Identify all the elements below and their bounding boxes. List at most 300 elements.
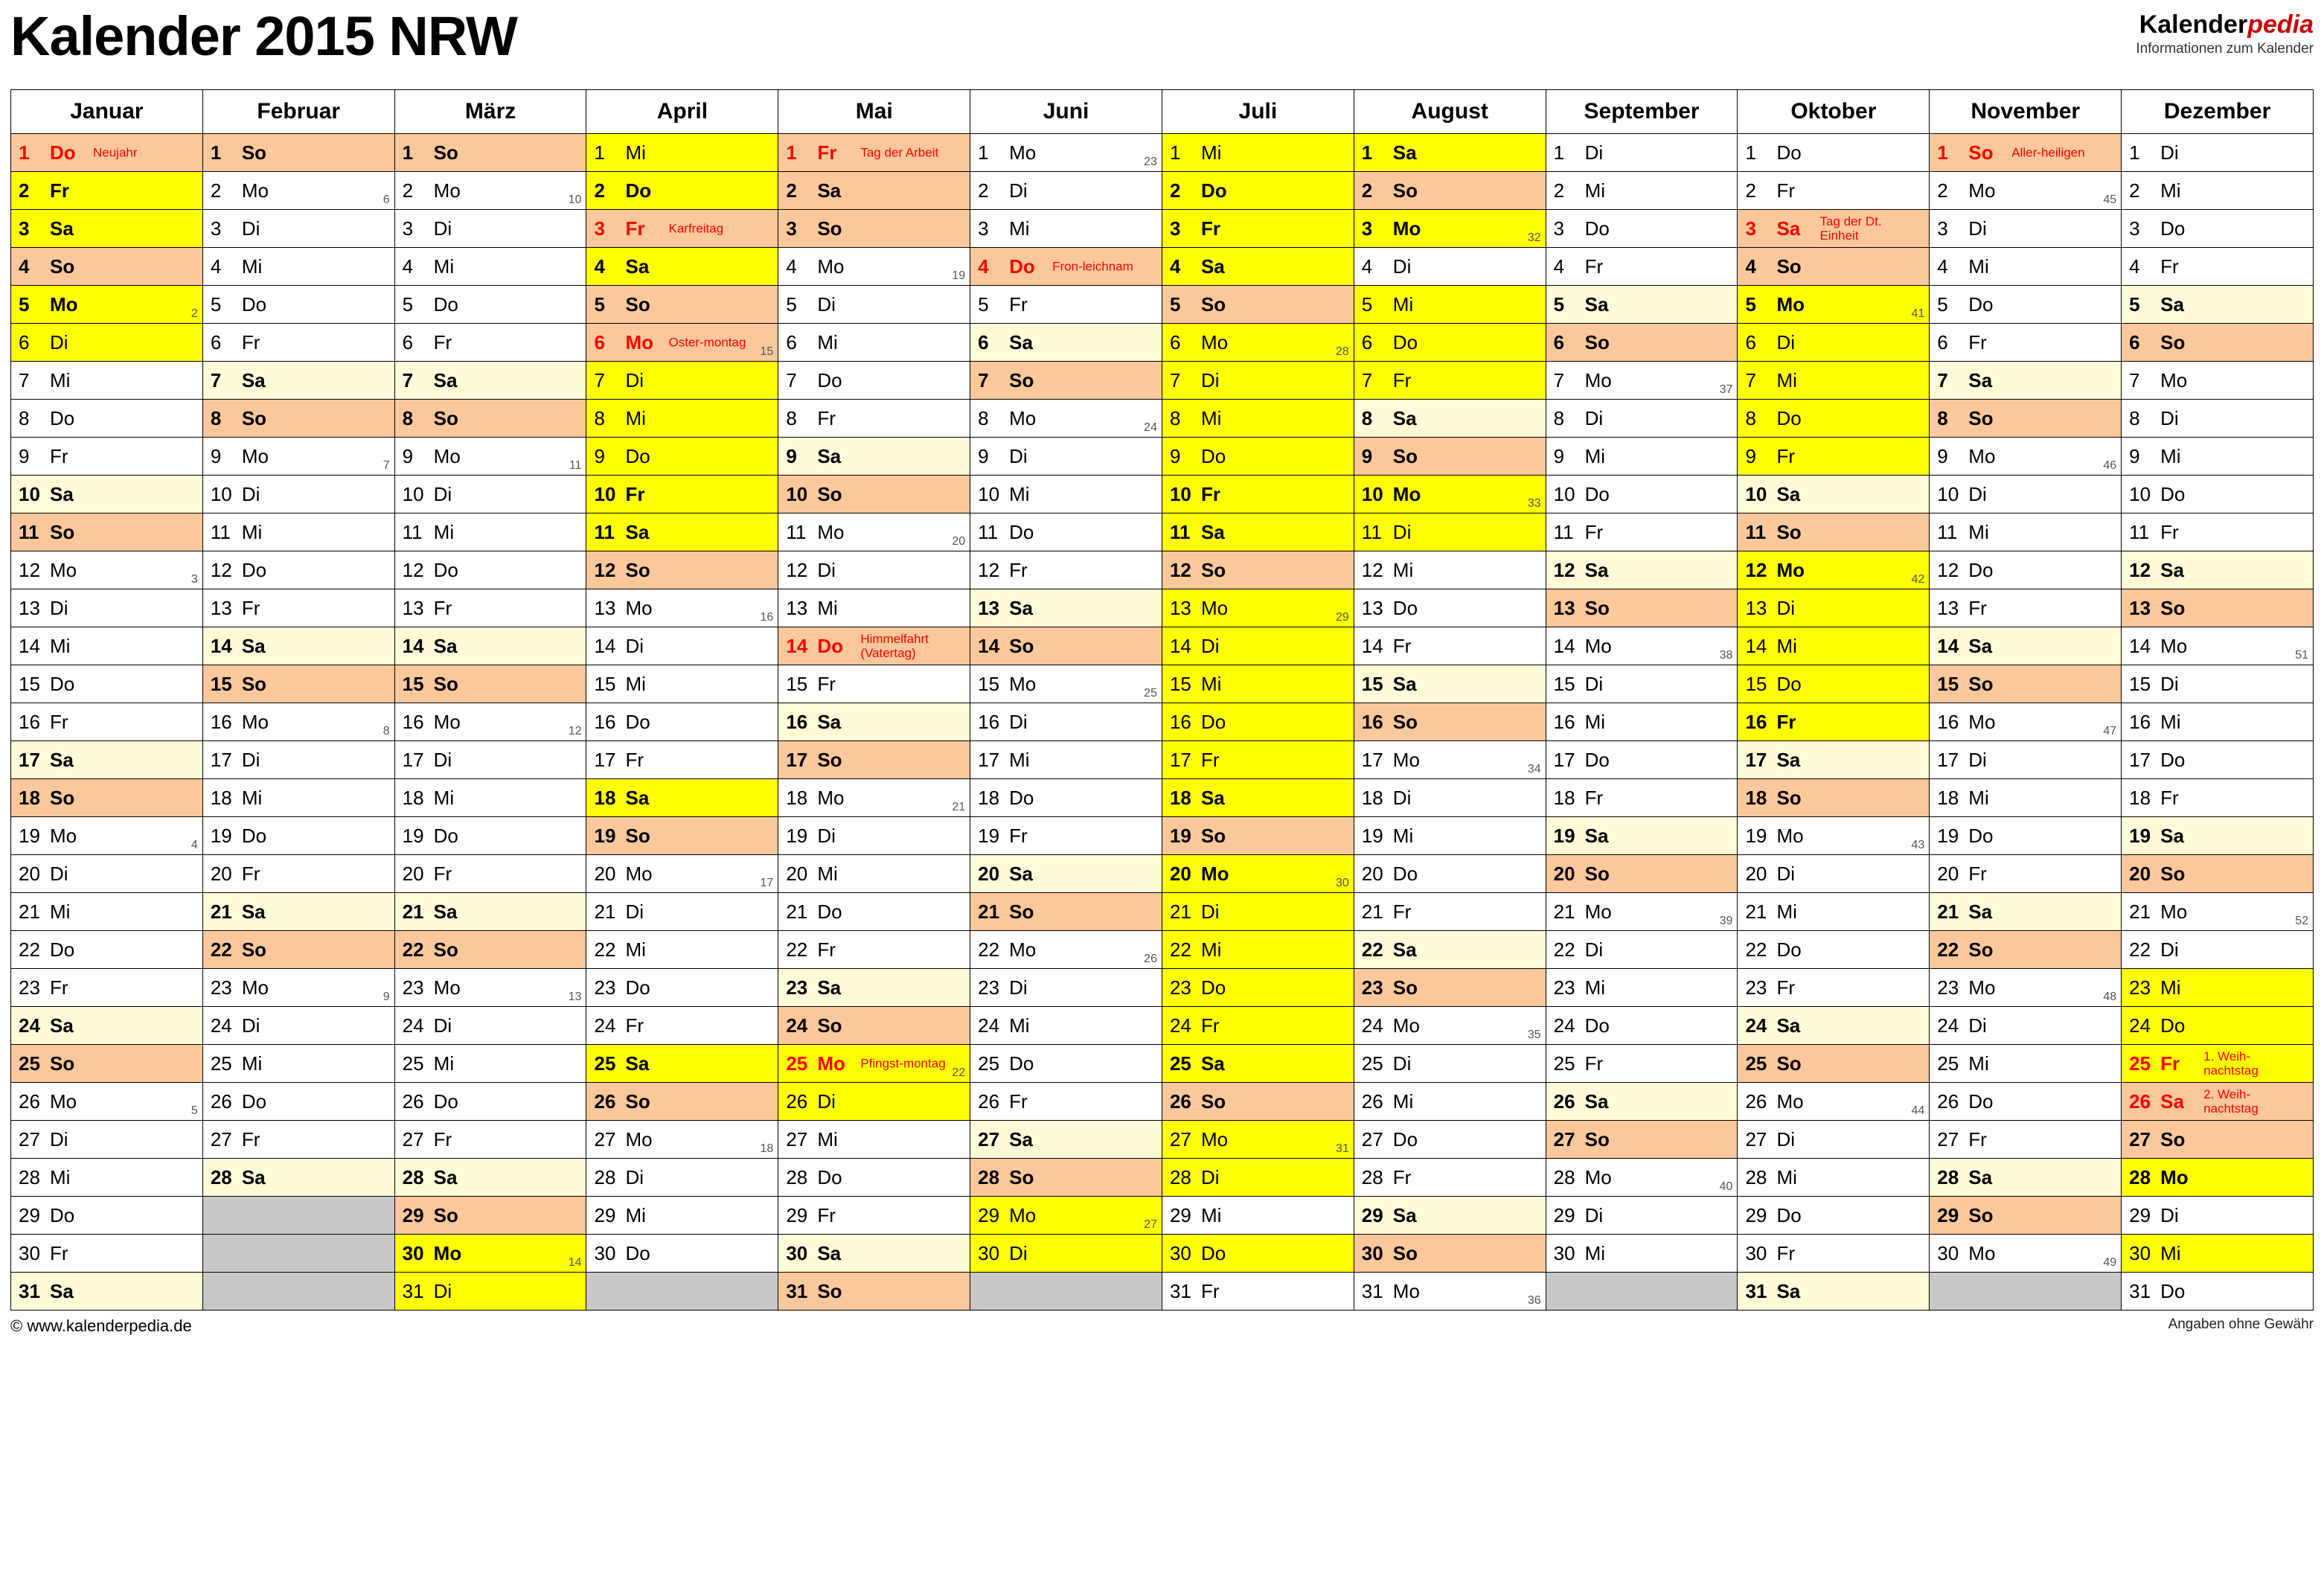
day-cell-content [1354,362,1546,399]
day-cell [1354,551,1546,589]
day-weekday: Mo [1776,558,1805,581]
day-number: 21 [978,900,1000,923]
day-number: 18 [1553,786,1575,809]
day-cell-content [1354,134,1546,171]
day-cell [394,362,586,400]
day-weekday: Sa [817,976,842,999]
day-number: 6 [1553,330,1565,353]
day-cell-content [203,741,394,778]
day-weekday: So [2160,1127,2186,1151]
day-cell-content [1930,551,2121,589]
day-cell [778,134,970,172]
day-weekday: Fr [2160,520,2179,543]
day-weekday: Fr [1584,520,1604,543]
day-number: 22 [402,938,424,961]
day-cell [394,1159,586,1197]
day-cell [11,210,203,248]
day-weekday: Mo [817,786,845,809]
day-weekday: So [433,672,458,695]
day-number: 9 [786,444,797,467]
day-number: 30 [1745,1241,1767,1264]
day-cell-content [203,324,394,361]
day-number: 20 [978,862,1000,885]
day-number: 6 [786,330,797,353]
day-cell-content [1162,362,1354,399]
day-cell [1354,1235,1546,1273]
day-cell [1354,1045,1546,1083]
day-cell [586,627,778,665]
day-cell [970,551,1162,589]
day-cell [11,362,203,400]
day-cell-content [203,1197,394,1234]
day-cell-content [1738,362,1929,399]
day-weekday: Do [625,710,650,733]
day-weekday: So [1968,141,1994,164]
day-cell-content [1162,324,1354,361]
day-number: 23 [210,976,232,999]
day-cell-content [1930,1235,2121,1272]
day-cell-content [970,400,1162,437]
day-weekday: Sa [817,444,842,467]
day-number: 24 [210,1014,232,1037]
day-cell [202,931,394,969]
day-weekday: Sa [625,255,650,278]
day-cell [1738,1273,1930,1311]
day-number: 30 [786,1241,808,1264]
day-weekday: Sa [433,634,458,657]
day-cell [778,665,970,703]
day-cell [970,741,1162,779]
day-weekday: Di [50,862,68,885]
day-number: 23 [1553,976,1575,999]
day-cell [1930,589,2122,627]
day-weekday: Sa [1776,1014,1801,1037]
day-cell-content [1738,1159,1929,1196]
day-cell-content [1738,1121,1929,1158]
day-cell [1930,703,2122,741]
day-weekday: Fr [241,330,260,353]
calendar-row [11,855,2314,893]
day-weekday: Di [50,596,68,619]
day-cell [1546,817,1738,855]
day-cell [1546,286,1738,324]
day-weekday: Mi [1584,710,1606,733]
day-number: 20 [1937,862,1959,885]
day-weekday: Mi [625,406,646,429]
day-cell-content [203,817,394,854]
day-cell-content [1162,513,1354,551]
day-cell [1546,324,1738,362]
day-weekday: Mi [50,634,71,657]
day-number: 13 [1937,596,1959,619]
day-cell [1738,400,1930,438]
day-weekday: Di [1968,482,1987,505]
day-weekday: Mi [1584,976,1606,999]
week-number: 34 [1527,763,1541,775]
day-cell-content [970,931,1162,968]
day-cell-content [970,741,1162,778]
day-number: 27 [19,1127,40,1151]
day-cell-content [778,1235,970,1272]
day-weekday: Di [1584,672,1604,695]
week-number: 7 [382,459,390,472]
day-cell [1738,286,1930,324]
day-cell [1930,1121,2122,1159]
day-weekday: Sa [1776,748,1801,771]
day-weekday: So [2160,862,2186,885]
day-cell [1162,665,1354,703]
day-weekday: Do [241,558,267,581]
day-cell [202,286,394,324]
day-cell-content [1546,172,1738,209]
day-number: 16 [210,710,232,733]
day-cell-content [1738,286,1929,323]
day-cell [970,1197,1162,1235]
day-cell-content [11,362,202,399]
day-cell [1546,703,1738,741]
day-weekday: Do [50,672,75,695]
day-weekday: Di [817,1090,836,1113]
day-cell [1738,476,1930,513]
day-cell-content [778,134,970,171]
day-cell-content [778,1007,970,1044]
day-cell [586,779,778,817]
day-cell-content [778,1121,970,1158]
day-cell-content [203,969,394,1006]
day-weekday: Di [625,1165,644,1188]
week-number: 13 [568,991,582,1003]
day-cell-content [970,779,1162,816]
day-cell-content [778,210,970,247]
day-number: 12 [1745,558,1767,581]
day-weekday: Fr [241,862,260,885]
week-number: 42 [1911,573,1925,586]
day-cell-content [395,703,586,740]
day-cell-content [1546,855,1738,892]
day-weekday: Do [1200,1241,1226,1264]
day-cell-content [1546,476,1738,513]
day-cell-content [1546,1197,1738,1234]
day-number: 15 [1361,672,1383,695]
day-number: 4 [210,255,222,278]
day-cell [11,1083,203,1121]
day-number: 25 [402,1052,424,1075]
day-number: 26 [1745,1090,1767,1113]
day-number: 2 [1745,179,1756,202]
day-cell [1930,1159,2122,1197]
day-weekday: Mo [1200,330,1229,353]
day-number: 17 [210,748,232,771]
day-weekday: Fr [1968,862,1987,885]
day-number: 7 [594,368,605,391]
day-number: 25 [1553,1052,1575,1075]
day-number: 5 [786,292,797,316]
day-number: 14 [1361,634,1383,657]
day-cell [11,1007,203,1045]
week-number: 43 [1911,839,1925,851]
day-number: 7 [978,368,989,391]
day-cell-content [11,589,202,627]
day-cell [1162,1045,1354,1083]
day-cell-content [395,817,586,854]
day-cell [1354,248,1546,286]
day-weekday: Mi [1392,1090,1414,1113]
day-cell-content [203,551,394,589]
day-weekday: So [1392,444,1418,467]
day-weekday: Do [433,292,458,316]
day-number: 28 [19,1165,40,1188]
day-cell [1930,1197,2122,1235]
day-cell [1354,400,1546,438]
day-cell-content [11,931,202,968]
day-cell [1354,627,1546,665]
day-cell [1930,438,2122,476]
day-cell-content [395,1159,586,1196]
day-cell [1162,172,1354,210]
day-cell [1738,1121,1930,1159]
day-number: 29 [1361,1203,1383,1226]
day-cell [2122,893,2314,931]
day-number: 5 [19,292,30,316]
day-cell-content [1930,627,2121,665]
day-cell [970,1121,1162,1159]
day-cell-content [586,1083,778,1120]
page-footer [10,1316,2314,1336]
day-weekday: Mo [1968,710,1996,733]
calendar-row [11,1159,2314,1197]
day-cell [2122,931,2314,969]
day-weekday: Mi [50,1165,71,1188]
day-cell [1354,1273,1546,1311]
day-cell-content [1162,931,1354,968]
day-cell [2122,1083,2314,1121]
day-cell-content [1930,286,2121,323]
day-weekday: Mi [1200,672,1222,695]
day-cell [202,1235,394,1273]
day-weekday: Di [50,1127,68,1151]
day-number: 24 [1169,1014,1191,1037]
day-cell [1546,476,1738,513]
day-cell [202,969,394,1007]
day-cell [1354,134,1546,172]
day-cell-content [1162,779,1354,816]
day-number: 30 [1553,1241,1575,1264]
day-cell-content [778,248,970,285]
day-number: 26 [1361,1090,1383,1113]
day-number: 19 [19,824,40,847]
day-cell-content [1930,665,2121,703]
day-cell-content [2122,134,2313,171]
day-weekday: Mi [1200,938,1222,961]
day-weekday: Mi [1009,482,1030,505]
day-cell-content [203,931,394,968]
calendar-row [11,1083,2314,1121]
day-number: 2 [786,179,797,202]
day-number: 22 [1169,938,1191,961]
day-cell [1546,1197,1738,1235]
day-number: 17 [1937,748,1959,771]
day-cell-content [203,438,394,475]
day-number: 20 [402,862,424,885]
day-number: 9 [1745,444,1756,467]
day-cell-content [970,134,1162,171]
day-weekday: So [50,786,75,809]
day-cell-content [970,703,1162,740]
day-cell-content [203,893,394,930]
day-cell [1930,513,2122,551]
week-number: 4 [191,839,198,851]
calendar-row [11,1045,2314,1083]
day-cell-content [970,627,1162,665]
day-weekday: So [817,748,842,771]
day-weekday: Fr [817,1203,836,1226]
day-number: 5 [1937,292,1948,316]
day-number: 9 [1169,444,1181,467]
day-weekday: So [433,938,458,961]
day-number: 21 [402,900,424,923]
day-weekday: Mo [1200,862,1229,885]
day-cell [1162,438,1354,476]
day-weekday: Sa [1392,938,1417,961]
day-number: 1 [1361,141,1373,164]
day-number: 21 [1361,900,1383,923]
day-weekday: Fr [1584,255,1604,278]
day-cell [1930,931,2122,969]
day-weekday: So [1200,558,1226,581]
day-number: 14 [1169,634,1191,657]
day-cell [11,1159,203,1197]
day-cell [2122,1273,2314,1311]
day-weekday: Mi [433,1052,455,1075]
day-cell [586,589,778,627]
week-number: 45 [2103,193,2117,206]
week-number: 35 [1527,1028,1541,1041]
day-cell-content [11,134,202,171]
day-weekday: Mo [1392,748,1420,771]
day-weekday: So [1968,1203,1994,1226]
day-weekday: Do [817,634,843,657]
day-number: 8 [19,406,30,429]
day-cell [1738,741,1930,779]
brand-name-accent: pedia [2247,10,2314,39]
day-weekday: Mo [1968,444,1996,467]
day-cell [970,172,1162,210]
day-cell-content [1354,400,1546,437]
day-number: 25 [2129,1052,2151,1075]
day-cell [202,134,394,172]
day-cell [970,513,1162,551]
month-header-mai: Mai [778,90,970,134]
day-cell [1162,210,1354,248]
day-weekday: Mo [625,862,653,885]
day-number: 26 [594,1090,616,1113]
day-cell-content [1162,1159,1354,1196]
day-number: 1 [2129,141,2140,164]
day-cell-content [1930,1197,2121,1234]
day-cell-content [11,779,202,816]
day-cell [778,893,970,931]
day-weekday: Mi [1968,255,1989,278]
day-cell-content [203,779,394,816]
day-cell [202,779,394,817]
day-cell-content [1162,969,1354,1006]
day-cell [1162,286,1354,324]
day-weekday: Di [2160,141,2179,164]
day-number: 21 [19,900,40,923]
day-cell [586,665,778,703]
week-number: 44 [1911,1104,1925,1117]
day-cell-content [203,400,394,437]
day-cell [586,1045,778,1083]
day-cell-content [2122,1159,2313,1196]
day-cell-content [1162,476,1354,513]
day-weekday: Fr [241,596,260,619]
day-number: 25 [1169,1052,1191,1075]
day-number: 3 [210,217,222,240]
day-cell [1546,627,1738,665]
day-cell-content [1354,1083,1546,1120]
day-cell [970,400,1162,438]
day-number: 11 [1361,520,1382,543]
day-number: 16 [786,710,808,733]
day-cell [778,855,970,893]
day-weekday: Fr [50,710,68,733]
day-cell-content [1354,513,1546,551]
day-weekday: Mo [1968,179,1996,202]
day-number: 10 [1937,482,1959,505]
day-weekday: Fr [1200,482,1220,505]
week-number: 14 [568,1256,582,1269]
day-cell-content [395,210,586,247]
day-cell [394,551,586,589]
day-cell [970,817,1162,855]
day-weekday: Fr [1392,634,1412,657]
day-number: 26 [786,1090,808,1113]
day-cell [1546,589,1738,627]
day-cell-content [970,1235,1162,1272]
day-number: 15 [1169,672,1191,695]
calendar-row [11,1235,2314,1273]
day-cell [1162,476,1354,513]
day-cell [1354,476,1546,513]
day-cell-content [778,779,970,816]
day-cell-content [1546,627,1738,665]
calendar-row [11,665,2314,703]
day-weekday: So [50,520,75,543]
day-cell-content [1354,969,1546,1006]
day-number: 15 [978,672,1000,695]
day-cell-content [1162,855,1354,892]
day-cell [1930,741,2122,779]
day-cell-content [11,855,202,892]
day-weekday: Do [1392,330,1418,353]
day-number: 6 [1937,330,1948,353]
day-cell [970,969,1162,1007]
day-cell-content [1546,438,1738,475]
day-cell [1162,1007,1354,1045]
day-weekday: Do [1584,1014,1610,1037]
day-cell [778,1197,970,1235]
day-cell-content [2122,362,2313,399]
day-cell-content [395,438,586,475]
day-cell-content [2122,665,2313,703]
day-weekday: Mo [1776,824,1804,847]
day-cell-content [586,741,778,778]
day-number: 16 [1937,710,1959,733]
day-number: 16 [19,710,40,733]
day-cell [2122,1197,2314,1235]
day-number: 13 [978,596,1000,619]
